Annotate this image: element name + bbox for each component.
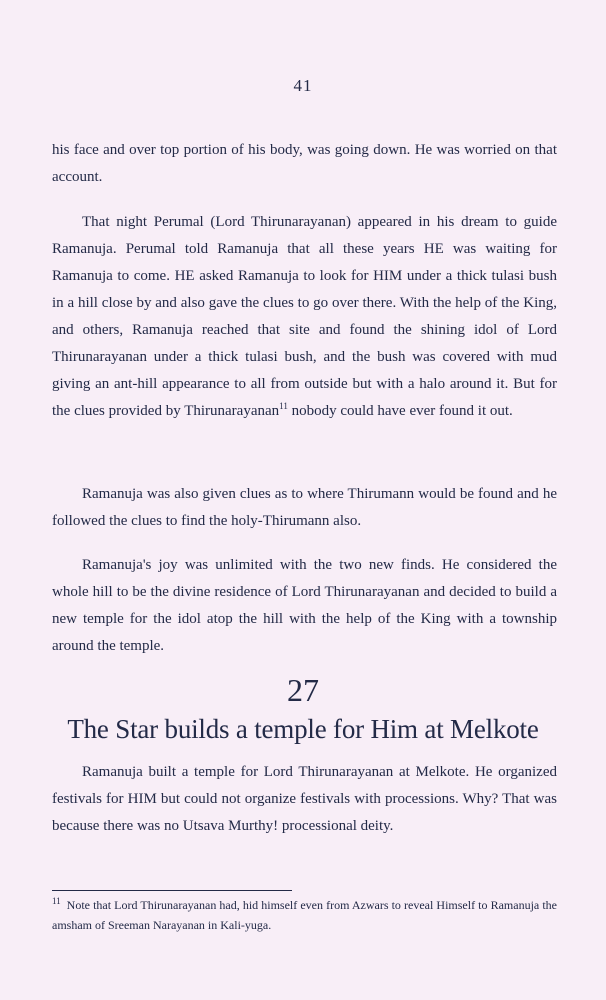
page-number: 41	[293, 76, 313, 95]
paragraph-text-part: nobody could have ever found it out.	[287, 403, 513, 419]
footnote-text: Note that Lord Thirunarayanan had, hid himself even from Azwars to reveal Himself to Ramanuja the amsham of Sreeman Narayanan in Kali-yuga.	[52, 898, 557, 932]
paragraph-perumal-dream	[52, 209, 557, 425]
footnote-number: 11	[52, 896, 61, 906]
footnote-divider	[52, 890, 292, 891]
chapter-number: 27	[287, 672, 319, 708]
paragraph-text: his face and over top portion of his body, was going down. He was worried on that account.	[52, 142, 557, 185]
paragraph-new-temple	[52, 552, 557, 660]
paragraph-text-part: That night Perumal (Lord Thirunarayanan) appeared in his dream to guide Ramanuja. Perumal told Ramanuja that all these years HE was waiting for Ramanuja to come. HE asked Ramanuja to look for HIM under a thick tulasi bush in a hill close by and also gave the clues to go over there. With the help of the King, and others, Ramanuja reached that site and found the shining idol of Lord Thirunarayanan under a thick tulasi bush, and the bush was covered with mud giving an ant-hill appearance to all from outside but with a halo around it. But for the clues provided by Thirunarayanan	[52, 214, 557, 419]
paragraph-melkote-temple	[52, 759, 557, 840]
paragraph-text: Ramanuja built a temple for Lord Thirunarayanan at Melkote. He organized festivals for HIM but could not organize festivals with processions. Why? That was because there was no Utsava Murthy! processional deity.	[52, 764, 557, 834]
paragraph-thirumann-clues	[52, 481, 557, 535]
footnote	[52, 895, 557, 935]
chapter-title: The Star builds a temple for Him at Melkote	[67, 714, 539, 744]
footnote-reference: 11	[279, 401, 288, 411]
paragraph-text: Ramanuja was also given clues as to where Thirumann would be found and he followed the clues to find the holy-Thirumann also.	[52, 486, 557, 529]
paragraph-text: Ramanuja's joy was unlimited with the two new finds. He considered the whole hill to be the divine residence of Lord Thirunarayanan and decided to build a new temple for the idol atop the hill with the help of the King with a township around the temple.	[52, 557, 557, 654]
paragraph-continuation	[52, 137, 557, 191]
paragraph-text	[52, 209, 557, 425]
